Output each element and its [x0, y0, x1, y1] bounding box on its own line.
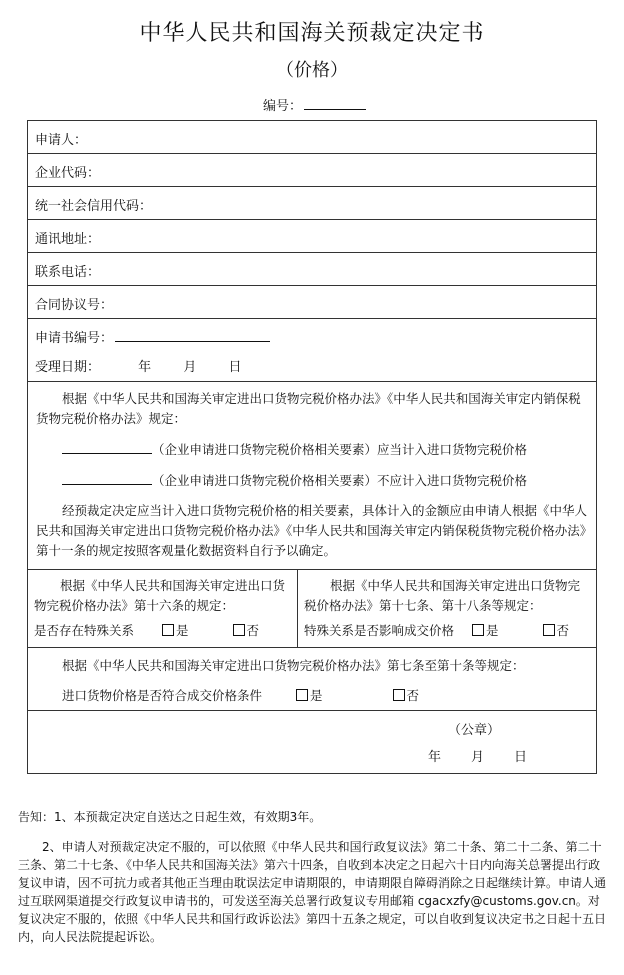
checkbox-no[interactable] — [393, 689, 405, 701]
date-year: 年 — [138, 360, 152, 375]
field-credit-code[interactable] — [28, 187, 596, 220]
right-question: 特殊关系是否影响成交价格 — [304, 623, 455, 638]
notice-item-1: 告知：1、本预裁定决定自送达之日起生效，有效期3年。 — [18, 810, 322, 824]
field-label: 受理日期： — [35, 360, 101, 375]
right-basis: 根据《中华人民共和国海关审定进出口货物完税价格办法》第十七条、第十八条等规定： — [304, 578, 581, 613]
basis-intro: 根据《中华人民共和国海关审定进出口货物完税价格办法》《中华人民共和国海关审定内销保税货物完税价格办法》规定： — [36, 391, 581, 426]
checkbox-yes[interactable] — [296, 689, 308, 701]
checkbox-yes[interactable] — [162, 624, 174, 636]
yes-label: 是 — [310, 688, 323, 703]
transaction-question-row — [36, 686, 588, 706]
field-application-number[interactable] — [28, 319, 596, 352]
special-relation-exists — [28, 570, 298, 647]
left-question: 是否存在特殊关系 — [34, 623, 135, 638]
field-accept-date[interactable] — [28, 352, 596, 382]
special-relation-section — [28, 570, 596, 648]
official-seal-label: （公章） — [448, 723, 501, 738]
transaction-value-section — [28, 648, 596, 711]
field-label: 申请人： — [35, 133, 88, 148]
field-applicant[interactable] — [28, 121, 596, 154]
field-label: 合同协议号： — [35, 298, 114, 313]
field-label: 企业代码： — [35, 166, 101, 181]
notice-item-2: 2、申请人对预裁定决定不服的，可以依照《中华人民共和国行政复议法》第二十条、第二十二条、第二十三条、第二十七条、《中华人民共和国海关法》第六十四条，自收到本决定之日起六十日内向海关总署提出行政复议申请，因不可抗力或者其他正当理由耽误法定申请期限的，申请期限自障碍消除之日起继续计算。申请人通过互联网渠道提交行政复议申请书的，可发送至海关总署行政复议专用邮箱 cgacxzfy@customs.gov.cn。对复议决定不服的，依照《中华人民共和国行政诉讼法》第四十五条之规定，可以自收到复议决定书之日起十五日内，向人民法院提起诉讼。 — [18, 840, 607, 944]
checkbox-no[interactable] — [233, 624, 245, 636]
document-title: 中华人民共和国海关预裁定决定书 — [139, 21, 485, 46]
special-relation-impact — [298, 570, 596, 647]
no-label: 否 — [556, 623, 570, 638]
date-month: 月 — [183, 360, 197, 375]
document-subtitle: （价格） — [276, 60, 348, 81]
option-exclude-text: （企业申请进口货物完税价格相关要素）不应计入进口货物完税价格 — [152, 473, 528, 488]
checkbox-no[interactable] — [543, 624, 555, 636]
option-include — [36, 440, 588, 460]
date-day: 日 — [228, 360, 242, 375]
notice-section — [18, 808, 610, 946]
serial-blank[interactable] — [304, 97, 366, 110]
field-label: 通讯地址： — [35, 232, 101, 247]
transaction-basis: 根据《中华人民共和国海关审定进出口货物完税价格办法》第七条至第十条等规定： — [62, 658, 525, 673]
option-exclude — [36, 471, 588, 491]
application-number-blank[interactable] — [115, 329, 270, 342]
yes-label: 是 — [176, 623, 189, 638]
field-address[interactable] — [28, 220, 596, 253]
sign-month: 月 — [471, 750, 485, 765]
signature-section — [28, 711, 596, 773]
left-question-row — [34, 621, 293, 641]
serial-number — [263, 95, 366, 114]
sign-year: 年 — [428, 750, 442, 765]
sign-day: 日 — [514, 750, 528, 765]
field-label: 联系电话： — [35, 265, 101, 280]
field-contract-number[interactable] — [28, 286, 596, 319]
no-label: 否 — [246, 623, 260, 638]
option-include-text: （企业申请进口货物完税价格相关要素）应当计入进口货物完税价格 — [152, 442, 528, 457]
basis-explanation: 经预裁定决定应当计入进口货物完税价格的相关要素，具体计入的金额应由申请人根据《中华人民共和国海关审定进出口货物完税价格办法》《中华人民共和国海关审定内销保税货物完税价格办法》第十一条的规定按照客观量化数据资料自行予以确定。 — [36, 503, 588, 558]
checkbox-yes[interactable] — [472, 624, 484, 636]
pricing-elements-section — [28, 382, 596, 570]
right-question-row — [304, 621, 592, 641]
field-label: 统一社会信用代码： — [35, 199, 153, 214]
yes-label: 是 — [486, 623, 499, 638]
field-enterprise-code[interactable] — [28, 154, 596, 187]
serial-label: 编号： — [263, 99, 303, 114]
option-exclude-blank[interactable] — [62, 472, 152, 485]
left-basis: 根据《中华人民共和国海关审定进出口货物完税价格办法》第十六条的规定： — [34, 578, 286, 613]
option-include-blank[interactable] — [62, 441, 152, 454]
transaction-question: 进口货物价格是否符合成交价格条件 — [62, 688, 263, 703]
field-label: 申请书编号： — [35, 331, 114, 346]
no-label: 否 — [406, 688, 420, 703]
field-phone[interactable] — [28, 253, 596, 286]
decision-form — [27, 120, 597, 774]
